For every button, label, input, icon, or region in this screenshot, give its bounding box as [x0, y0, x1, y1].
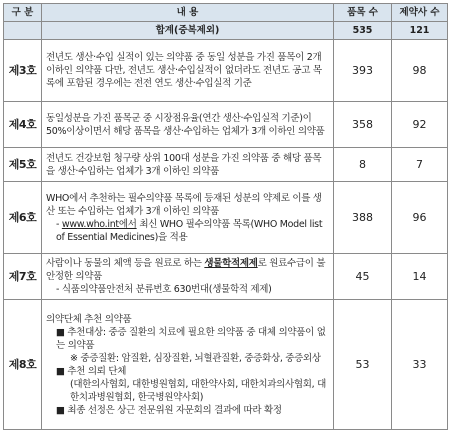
row-text-highlight: 생물학적제제 — [204, 258, 258, 269]
row-item-count: 8 — [334, 148, 392, 182]
total-empty-cell — [4, 22, 42, 40]
header-company-count: 제약사 수 — [392, 4, 448, 22]
designation-criteria-table — [3, 3, 448, 430]
header-item-count: 품목 수 — [334, 4, 392, 22]
total-item-count: 535 — [334, 22, 392, 40]
header-category: 구 분 — [4, 4, 42, 22]
table-row — [4, 182, 448, 254]
row-line: (대한의사협회, 대한병원협회, 대한약사회, 대한치과의사협회, 대한치과병원협회, 한국병원약사회) — [70, 378, 326, 403]
row-company-count: 33 — [392, 300, 448, 430]
total-label: 합계(중복제외) — [42, 22, 334, 40]
row-item-count: 53 — [334, 300, 392, 430]
row-description — [42, 300, 334, 430]
row-line: 의약단체 추천 의약품 — [46, 313, 132, 325]
row-item-count: 393 — [334, 40, 392, 102]
row-line: ■ 추천대상: 중증 질환의 치료에 필요한 의약품 중 대체 의약품이 없는 의약품 — [56, 326, 326, 351]
row-category: 제5호 — [4, 148, 42, 182]
total-row — [4, 22, 448, 40]
row-category: 제8호 — [4, 300, 42, 430]
row-subtext-body: 최신 WHO 필수의약품 목록(WHO Model list of Essential Medicines)을 적용 — [56, 218, 323, 243]
table-row — [4, 254, 448, 300]
row-line: ■ 추천 의뢰 단체 — [56, 365, 127, 377]
row-description: 전년도 건강보험 청구량 상위 100대 성분을 가진 의약품 중 해당 품목을 생산·수입하는 업체가 3개 이하인 의약품 — [42, 148, 334, 182]
row-company-count: 92 — [392, 102, 448, 148]
row-description: 동일성분을 가진 품목군 중 시장점유율(연간 생산·수입실적 기준)이 50%이상이면서 해당 품목을 생산·수입하는 업체가 3개 이하인 의약품 — [42, 102, 334, 148]
row-text — [46, 257, 329, 283]
total-company-count: 121 — [392, 22, 448, 40]
row-subtext: - 식품의약품안전처 분류번호 630번대(생물학적 제제) — [56, 284, 272, 295]
table-row — [4, 148, 448, 182]
row-company-count: 14 — [392, 254, 448, 300]
row-text-a: 사람이나 동물의 체액 등을 원료로 하는 — [46, 258, 205, 269]
row-item-count: 388 — [334, 182, 392, 254]
row-company-count: 7 — [392, 148, 448, 182]
row-category: 제3호 — [4, 40, 42, 102]
row-category: 제4호 — [4, 102, 42, 148]
table-row — [4, 300, 448, 430]
row-item-count: 358 — [334, 102, 392, 148]
row-line: ■ 최종 선정은 상근 전문위원 자문회의 결과에 따라 확정 — [56, 404, 282, 416]
row-category: 제6호 — [4, 182, 42, 254]
header-content: 내 용 — [42, 4, 334, 22]
who-link[interactable]: www.who.int에서 — [61, 218, 137, 230]
row-line: ※ 중증질환: 암질환, 심장질환, 뇌혈관질환, 중증화상, 중증외상 — [70, 352, 321, 364]
row-subtext: - www.who.int에서 최신 WHO 필수의약품 목록(WHO Model list of Essential Medicines)을 적용 — [56, 218, 323, 243]
table-row — [4, 102, 448, 148]
row-description: 전년도 생산·수입 실적이 있는 의약품 중 동일 성분을 가진 품목이 2개 이하인 의약품 다만, 전년도 생산·수입실적이 없더라도 전년도 공고 목록에 포함된 경우에는 전전 연도 생산·수입실적 기준 — [42, 40, 334, 102]
row-company-count: 96 — [392, 182, 448, 254]
table-row — [4, 40, 448, 102]
row-item-count: 45 — [334, 254, 392, 300]
row-description — [42, 182, 334, 254]
row-company-count: 98 — [392, 40, 448, 102]
row-text: WHO에서 추천하는 필수의약품 목록에 등재된 성분의 약제로 이를 생산 또는 수입하는 업체가 3개 이하인 의약품 — [46, 192, 322, 217]
header-row — [4, 4, 448, 22]
row-category: 제7호 — [4, 254, 42, 300]
row-description — [42, 254, 334, 300]
row-text-b: 로 원료수급이 불안정한 의약품 — [46, 258, 326, 282]
